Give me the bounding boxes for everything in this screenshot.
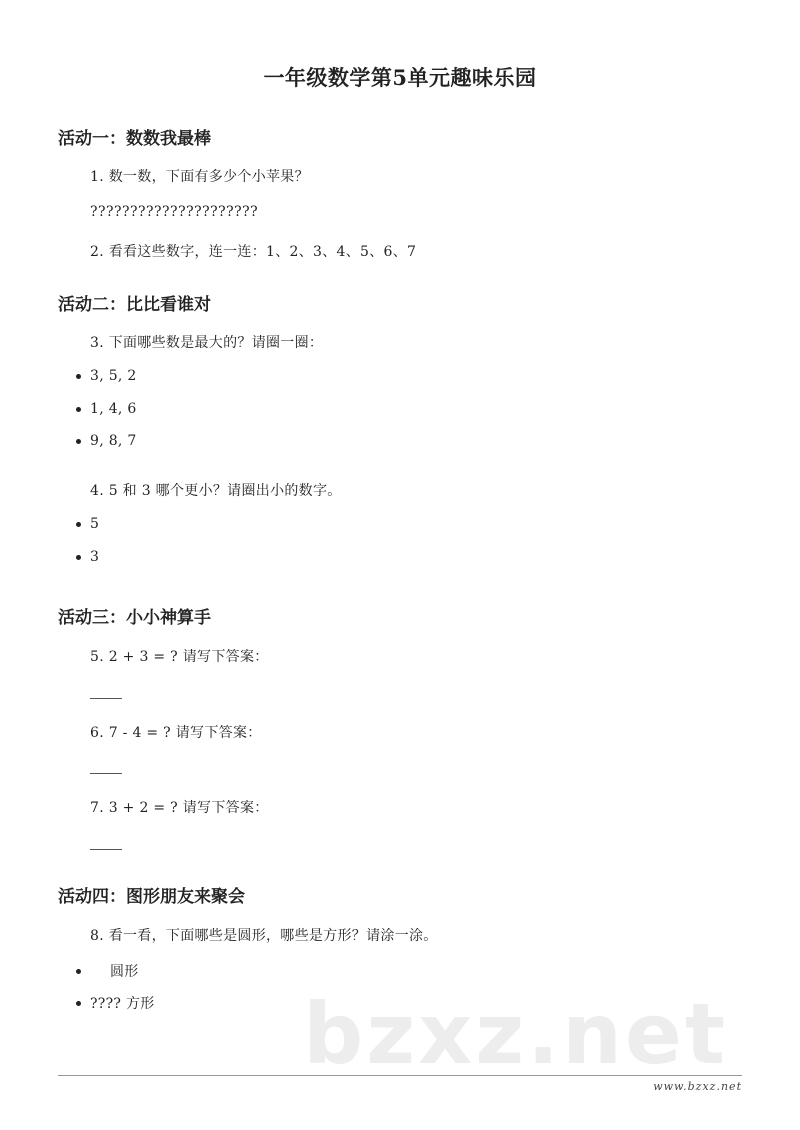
option-text: 圆形 — [110, 964, 139, 980]
list-item — [76, 993, 155, 1013]
question-1: 1. 数一数，下面有多少个小苹果？ — [90, 169, 309, 185]
question-7: 7. 3 + 2 = ? 请写下答案： — [90, 800, 269, 816]
question-8: 8. 看一看，下面哪些是圆形，哪些是方形？请涂一涂。 — [90, 928, 438, 944]
list-item — [76, 549, 99, 565]
section-heading-activity-2: 活动二：比比看谁对 — [58, 295, 211, 315]
answer-blank-5[interactable] — [90, 698, 122, 699]
watermark-text: bzxz.net — [303, 985, 728, 1083]
section-heading-activity-3: 活动三：小小神算手 — [58, 608, 211, 628]
question-6: 6. 7 - 4 = ? 请写下答案： — [90, 725, 262, 741]
list-item — [76, 516, 99, 532]
option-text: 5 — [90, 516, 100, 532]
page-title: 一年级数学第5单元趣味乐园 — [263, 65, 537, 90]
question-5: 5. 2 + 3 = ? 请写下答案： — [90, 649, 269, 665]
question-2: 2. 看看这些数字，连一连：1、2、3、4、5、6、7 — [90, 244, 417, 260]
option-text: 3 — [90, 549, 100, 565]
footer-divider — [58, 1075, 742, 1076]
apple-placeholder-text: ????????????????????? — [90, 204, 259, 220]
section-heading-activity-1: 活动一：数数我最棒 — [58, 129, 211, 149]
list-item — [76, 433, 137, 449]
bullet-icon — [76, 407, 81, 412]
footer-url-link[interactable]: www.bzxz.net — [653, 1080, 742, 1093]
bullet-icon — [76, 374, 81, 379]
section-heading-activity-4: 活动四：图形朋友来聚会 — [58, 887, 245, 907]
answer-blank-7[interactable] — [90, 849, 122, 850]
bullet-icon — [76, 1001, 81, 1006]
answer-blank-6[interactable] — [90, 773, 122, 774]
option-text: ???? 方形 — [90, 996, 155, 1012]
list-item — [76, 401, 137, 417]
option-text: 1, 4, 6 — [90, 401, 137, 417]
question-4: 4. 5 和 3 哪个更小？请圈出小的数字。 — [90, 483, 342, 499]
option-text: 9, 8, 7 — [90, 433, 137, 449]
list-item — [76, 961, 139, 981]
bullet-icon — [76, 969, 81, 974]
list-item — [76, 368, 137, 384]
bullet-icon — [76, 555, 81, 560]
bullet-icon — [76, 522, 81, 527]
option-text: 3, 5, 2 — [90, 368, 137, 384]
question-3: 3. 下面哪些数是最大的？请圈一圈： — [90, 335, 324, 351]
bullet-icon — [76, 439, 81, 444]
